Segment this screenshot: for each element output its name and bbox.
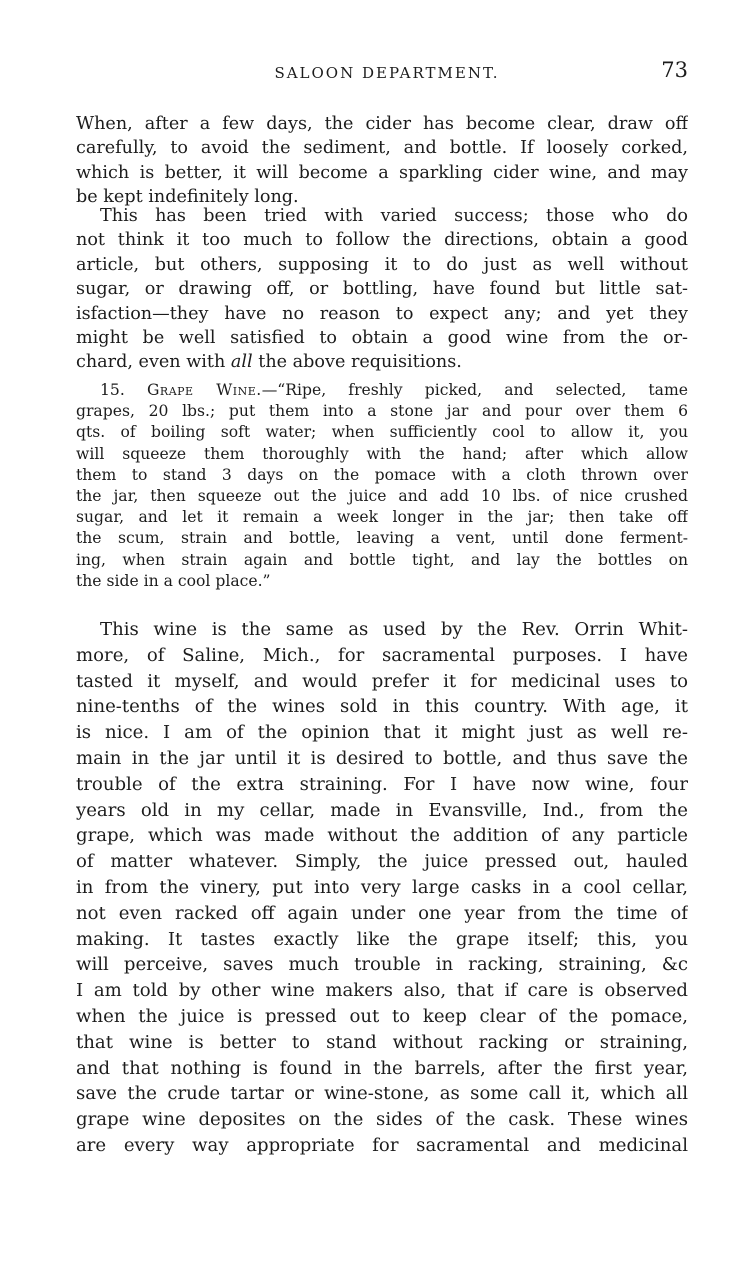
- text-line: qts. of boiling soft water; when sufficiently cool to allow it, you: [76, 423, 688, 442]
- text-line: more, of Saline, Mich., for sacramental purposes. I have: [76, 644, 688, 666]
- text-line: This has been tried with varied success; those who do: [100, 206, 688, 226]
- text-line: years old in my cellar, made in Evansville, Ind., from the: [76, 799, 688, 821]
- text-line: save the crude tartar or wine-stone, as some call it, which all: [76, 1083, 688, 1105]
- text-line: might be well satisfied to obtain a good wine from the or-: [76, 328, 688, 349]
- text-line: which is better, it will become a sparkling cider wine, and may: [76, 162, 688, 183]
- page-number: 73: [661, 58, 688, 82]
- text-line: will perceive, saves much trouble in racking, straining, &c: [76, 954, 688, 976]
- running-head: SALOON DEPARTMENT.: [274, 64, 500, 82]
- paragraph-varied-success: [76, 204, 688, 375]
- paragraph-cider-conclusion: [76, 112, 688, 210]
- text-line: the jar, then squeeze out the juice and add 10 lbs. of nice crushed: [76, 487, 688, 506]
- text-line: when the juice is pressed out to keep clear of the pomace,: [76, 1005, 688, 1027]
- text-span: chard, even with: [76, 352, 231, 373]
- text-line: them to stand 3 days on the pomace with a cloth thrown over: [76, 465, 688, 484]
- text-line: the side in a cool place.”: [76, 571, 271, 590]
- text-line: grape, which was made without the addition of any particle: [76, 825, 688, 847]
- text-line: of matter whatever. Simply, the juice pressed out, hauled: [76, 851, 688, 873]
- paragraph-whitmore-wine: [76, 617, 688, 1159]
- text-line: grape wine deposites on the sides of the cask. These wines: [76, 1109, 688, 1131]
- text-line: not think it too much to follow the directions, obtain a good: [76, 230, 688, 251]
- recipe-heading-line: [76, 380, 688, 401]
- text-span: —“Ripe, freshly picked, and selected, tame: [261, 381, 688, 399]
- page-header: [76, 58, 688, 88]
- text-line: will squeeze them thoroughly with the hand; after which allow: [76, 444, 688, 463]
- text-line: sugar, and let it remain a week longer in the jar; then take off: [76, 508, 688, 527]
- text-line: trouble of the extra straining. For I have now wine, four: [76, 773, 688, 795]
- text-line: be kept indefinitely long.: [76, 187, 299, 208]
- text-line: in from the vinery, put into very large casks in a cool cellar,: [76, 876, 688, 898]
- text-line: [76, 350, 688, 374]
- text-line: are every way appropriate for sacramental and medicinal: [76, 1134, 688, 1156]
- text-line: the scum, strain and bottle, leaving a vent, until done ferment-: [76, 529, 688, 548]
- text-line: article, but others, supposing it to do just as well without: [76, 254, 688, 275]
- text-line: grapes, 20 lbs.; put them into a stone jar and pour over them 6: [76, 402, 688, 421]
- text-line: is nice. I am of the opinion that it might just as well re-: [76, 722, 688, 744]
- text-line: When, after a few days, the cider has become clear, draw off: [76, 114, 688, 134]
- emphasis-all: all: [230, 352, 253, 373]
- text-line: carefully, to avoid the sediment, and bottle. If loosely corked,: [76, 138, 688, 159]
- text-line: not even racked off again under one year from the time of: [76, 902, 688, 924]
- text-line: ing, when strain again and bottle tight, and lay the bottles on: [76, 550, 688, 569]
- text-line: nine-tenths of the wines sold in this country. With age, it: [76, 696, 688, 718]
- recipe-title: Grape Wine.: [146, 381, 262, 399]
- recipe-grape-wine: [76, 380, 688, 592]
- text-line: main in the jar until it is desired to bottle, and thus save the: [76, 747, 688, 769]
- text-line: and that nothing is found in the barrels, after the first year,: [76, 1057, 688, 1079]
- text-line: tasted it myself, and would prefer it for medicinal uses to: [76, 670, 688, 692]
- recipe-number: 15.: [100, 381, 125, 399]
- text-line: making. It tastes exactly like the grape itself; this, you: [76, 928, 688, 950]
- text-line: sugar, or drawing off, or bottling, have found but little sat-: [76, 279, 688, 300]
- text-span: the above requisitions.: [252, 352, 462, 373]
- text-line: I am told by other wine makers also, that if care is observed: [76, 980, 688, 1002]
- text-line: that wine is better to stand without racking or straining,: [76, 1031, 688, 1053]
- text-line: isfaction—they have no reason to expect any; and yet they: [76, 303, 688, 324]
- text-line: This wine is the same as used by the Rev. Orrin Whit-: [100, 619, 688, 640]
